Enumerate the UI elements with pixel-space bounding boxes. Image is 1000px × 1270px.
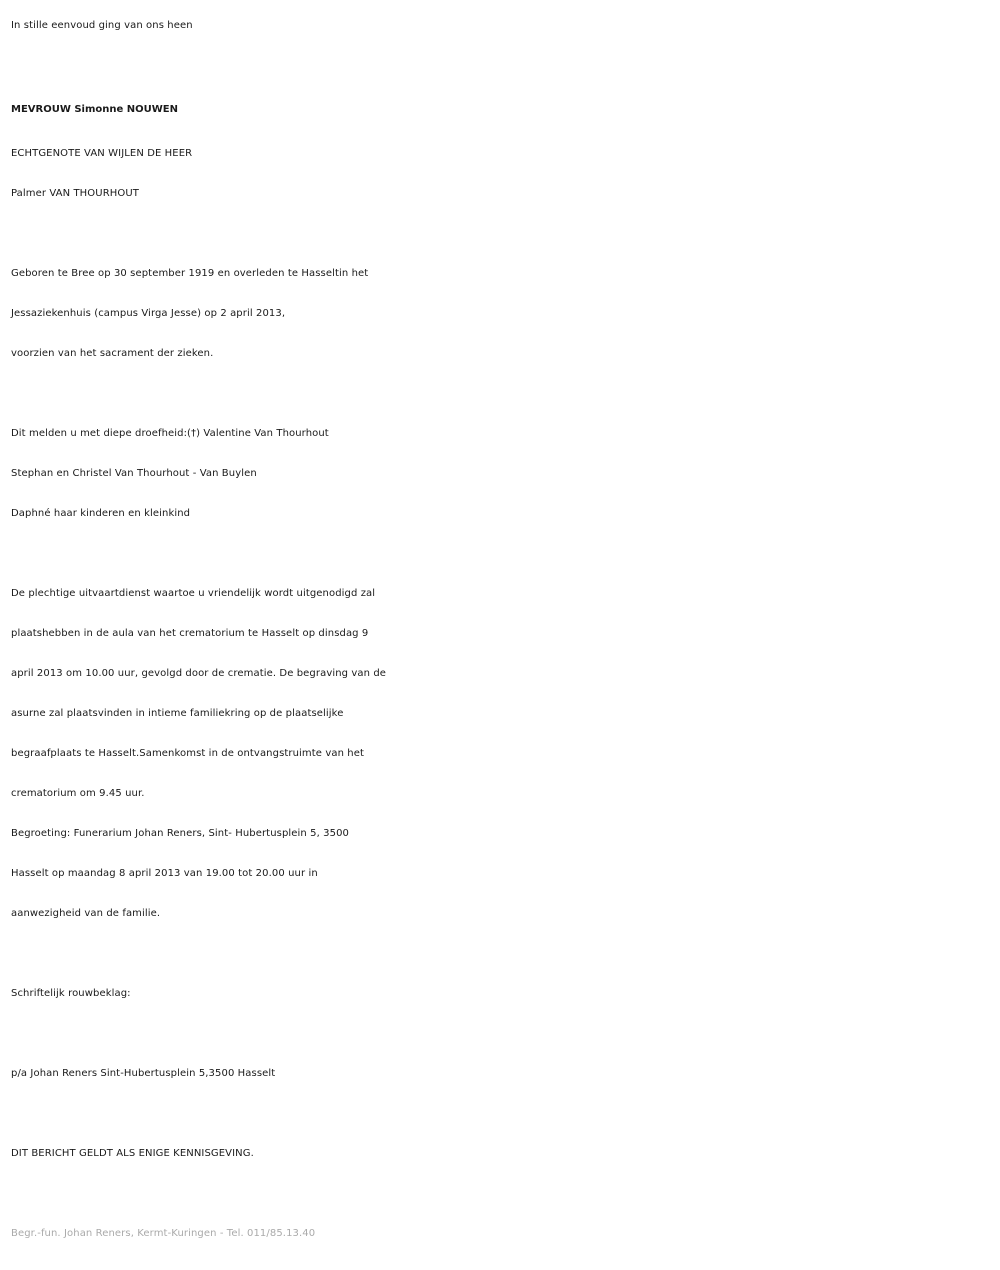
birth-line-3: voorzien van het sacrament der zieken. (11, 348, 214, 359)
service-line-4: asurne zal plaatsvinden in intieme familiekring op de plaatselijke (11, 708, 344, 719)
mourners-line-2: Stephan en Christel Van Thourhout - Van Buylen (11, 468, 257, 479)
deceased-name: MEVROUW Simonne NOUWEN (11, 104, 178, 115)
funeral-home-footer: Begr.-fun. Johan Reners, Kermt-Kuringen - Tel. 011/85.13.40 (11, 1228, 316, 1239)
service-line-6: crematorium om 9.45 uur. (11, 788, 145, 799)
spacer (11, 1174, 991, 1214)
spouse-line-1: ECHTGENOTE VAN WIJLEN DE HEER (11, 148, 193, 159)
greeting-line-2: Hasselt op maandag 8 april 2013 van 19.00 tot 20.00 uur in (11, 868, 318, 879)
spacer (11, 1014, 991, 1054)
condolence-label: Schriftelijk rouwbeklag: (11, 988, 131, 999)
spacer (11, 534, 991, 574)
mourners-line-1: Dit melden u met diepe droefheid:(†) Valentine Van Thourhout (11, 428, 329, 439)
birth-line-1: Geboren te Bree op 30 september 1919 en overleden te Hasseltin het (11, 268, 369, 279)
notice-text: DIT BERICHT GELDT ALS ENIGE KENNISGEVING. (11, 1148, 254, 1159)
service-line-5: begraafplaats te Hasselt.Samenkomst in de ontvangstruimte van het (11, 748, 364, 759)
mourners-line-3: Daphné haar kinderen en kleinkind (11, 508, 191, 519)
greeting-line-1: Begroeting: Funerarium Johan Reners, Sint- Hubertusplein 5, 3500 (11, 828, 349, 839)
obituary-notice (11, 6, 991, 1254)
birth-line-2: Jessaziekenhuis (campus Virga Jesse) op 2 april 2013, (11, 308, 286, 319)
service-line-2: plaatshebben in de aula van het crematorium te Hasselt op dinsdag 9 (11, 628, 369, 639)
condolence-address: p/a Johan Reners Sint-Hubertusplein 5,3500 Hasselt (11, 1068, 276, 1079)
service-line-1: De plechtige uitvaartdienst waartoe u vriendelijk wordt uitgenodigd zal (11, 588, 376, 599)
spacer (11, 214, 991, 254)
spacer (11, 934, 991, 974)
greeting-line-3: aanwezigheid van de familie. (11, 908, 161, 919)
service-line-3: april 2013 om 10.00 uur, gevolgd door de crematie. De begraving van de (11, 668, 387, 679)
spouse-line-2: Palmer VAN THOURHOUT (11, 188, 139, 199)
intro-text: In stille eenvoud ging van ons heen (11, 20, 193, 31)
spacer (11, 1094, 991, 1134)
spacer (11, 374, 991, 414)
